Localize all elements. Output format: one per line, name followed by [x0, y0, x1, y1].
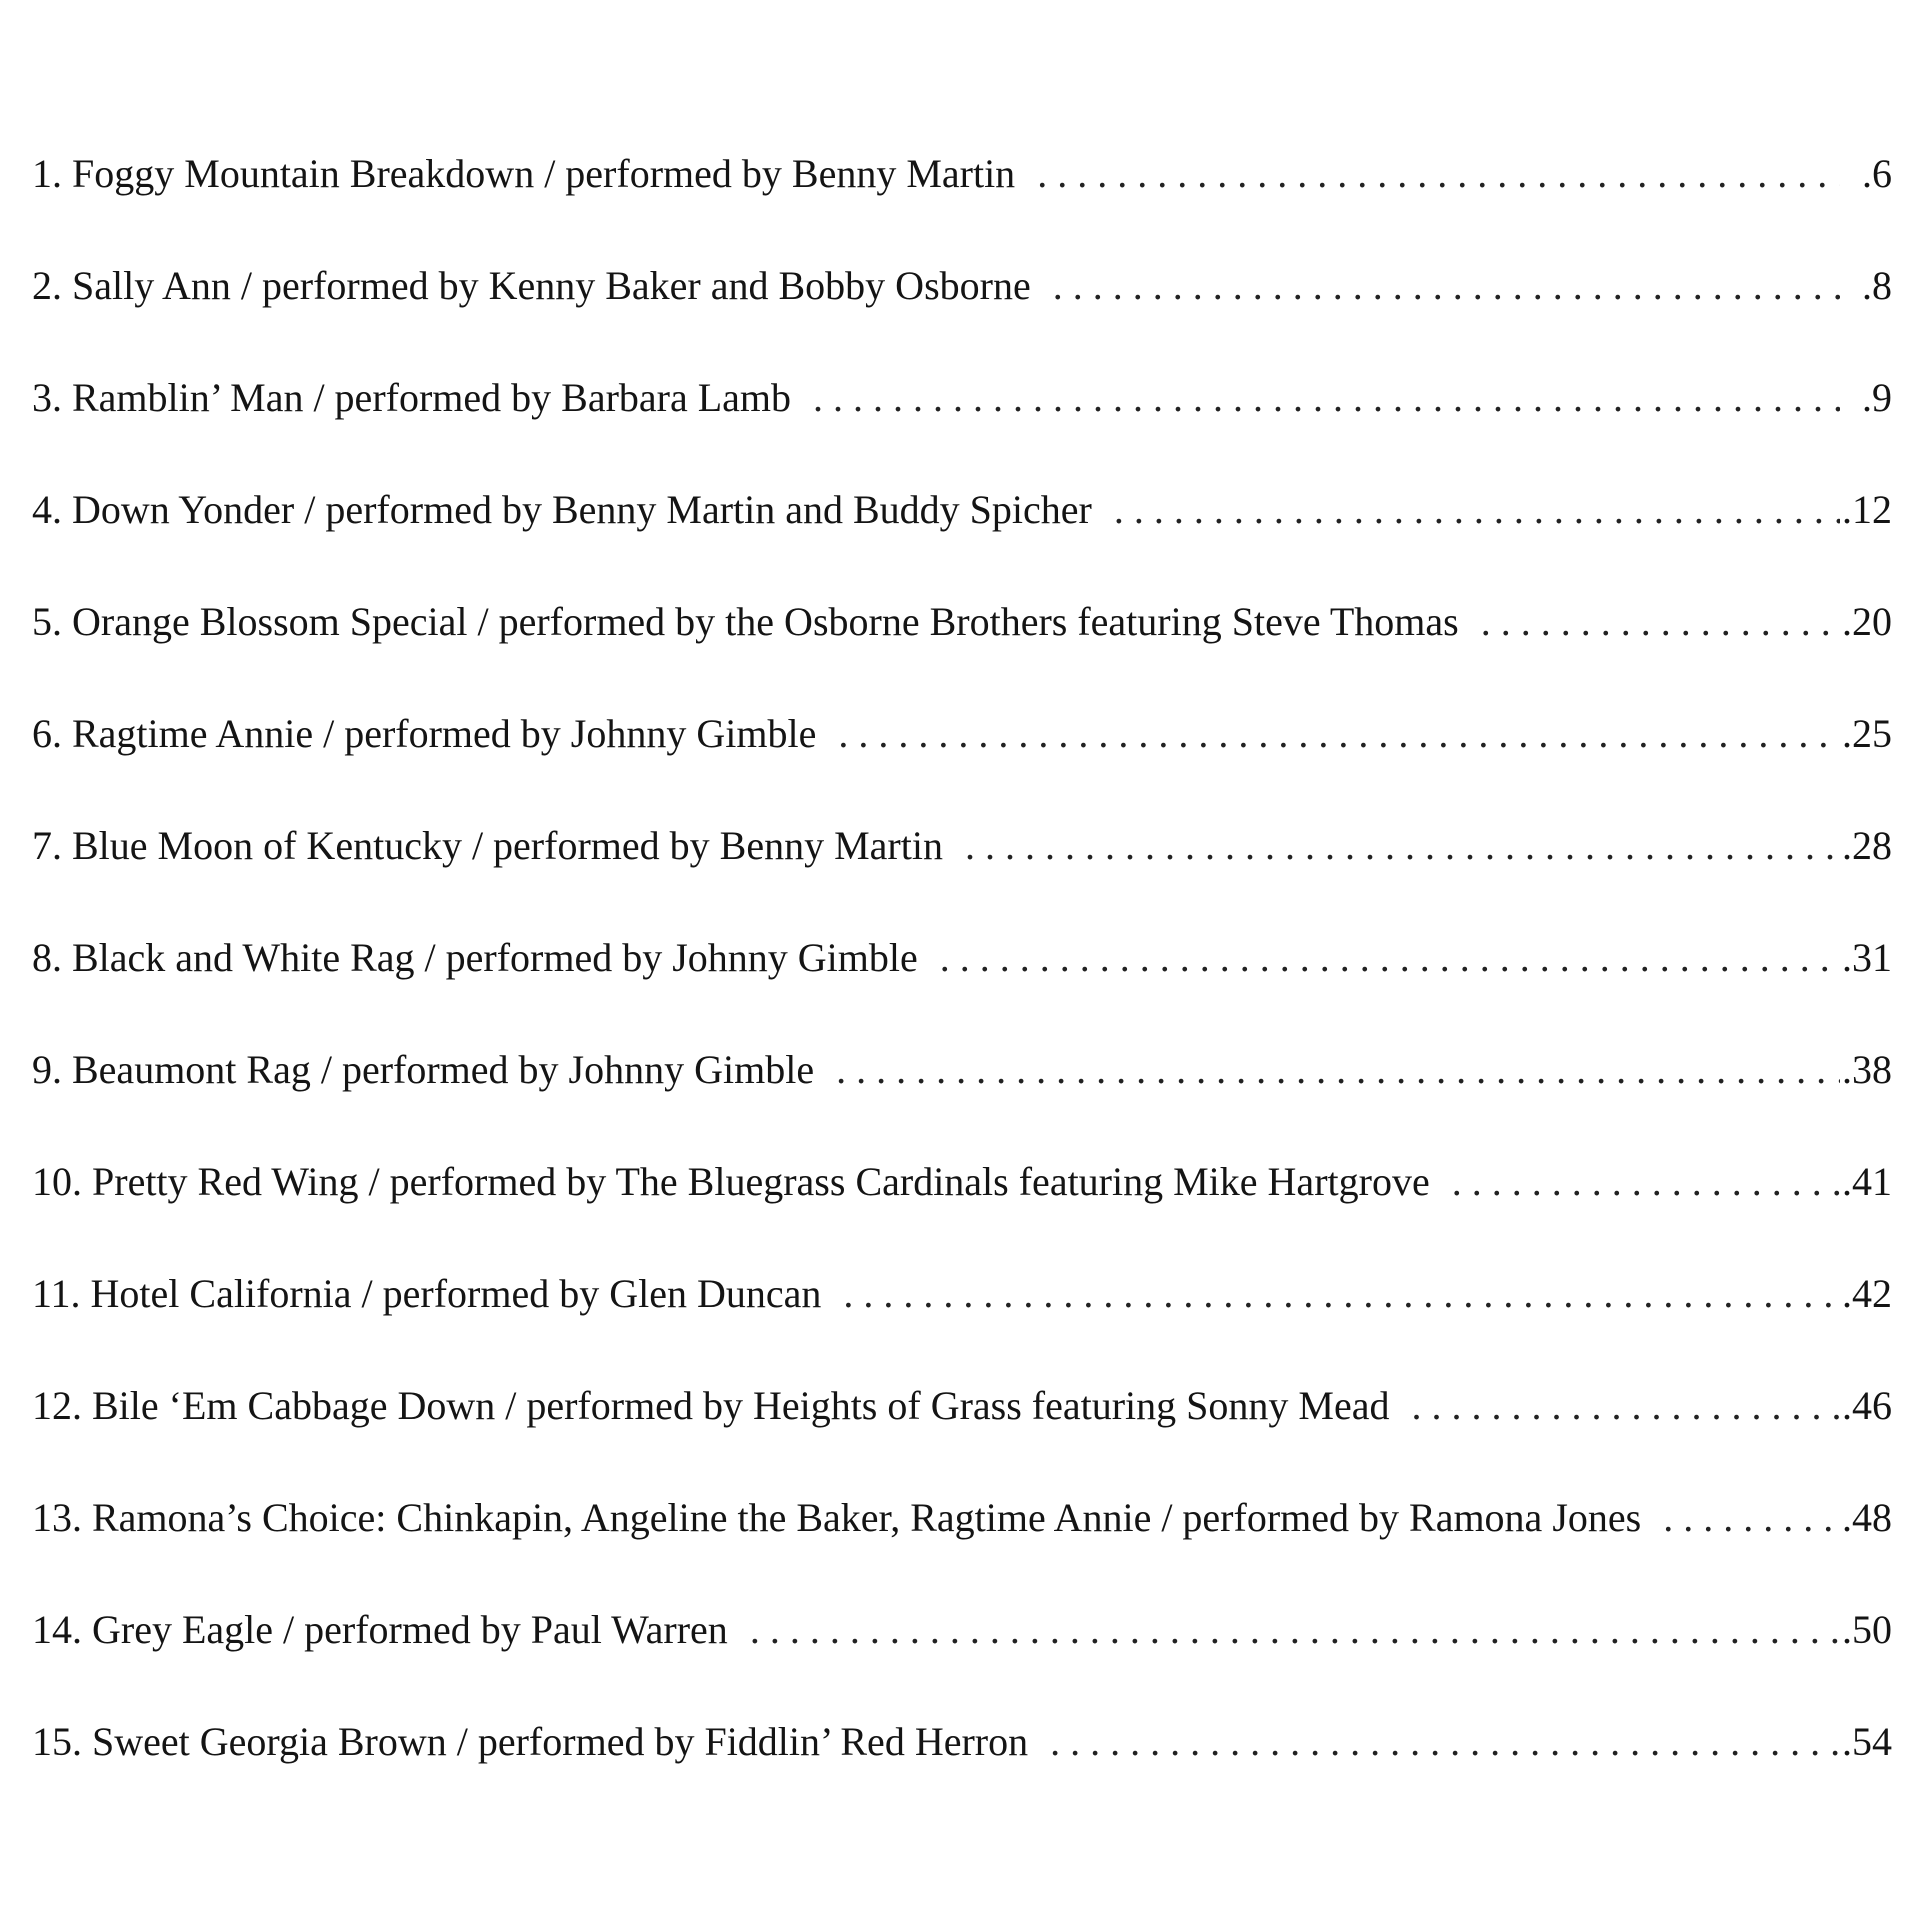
entry-page-number: .46: [1842, 1383, 1892, 1428]
entry-page-number: .6: [1862, 151, 1892, 196]
entry-title: 1. Foggy Mountain Breakdown / performed by Benny Martin: [32, 151, 1016, 196]
entry-page-number: .9: [1862, 375, 1892, 420]
toc-entry-4: [32, 482, 1892, 594]
dot-leader: [1411, 1378, 1840, 1434]
entry-page-number: .48: [1842, 1495, 1892, 1540]
dot-leader: [1053, 258, 1840, 314]
dot-leader: [838, 706, 1840, 762]
entry-title: 9. Beaumont Rag / performed by Johnny Gimble: [32, 1047, 815, 1092]
toc-entry-8: [32, 930, 1892, 1042]
dot-leader: [1663, 1490, 1840, 1546]
entry-title: 12. Bile ‘Em Cabbage Down / performed by Heights of Grass featuring Sonny Mead: [32, 1383, 1390, 1428]
entry-page-number: .20: [1842, 599, 1892, 644]
toc-entry-5: [32, 594, 1892, 706]
toc-entry-15: [32, 1714, 1892, 1826]
toc-entry-14: [32, 1602, 1892, 1714]
dot-leader: [1481, 594, 1840, 650]
dot-leader: [965, 818, 1840, 874]
toc-entry-2: [32, 258, 1892, 370]
entry-title: 11. Hotel California / performed by Glen Duncan: [32, 1271, 822, 1316]
entry-page-number: .42: [1842, 1271, 1892, 1316]
entry-title: 10. Pretty Red Wing / performed by The Bluegrass Cardinals featuring Mike Hartgrove: [32, 1159, 1430, 1204]
dot-leader: [1452, 1154, 1840, 1210]
toc-entry-3: [32, 370, 1892, 482]
dot-leader: [843, 1266, 1840, 1322]
entry-title: 15. Sweet Georgia Brown / performed by Fiddlin’ Red Herron: [32, 1719, 1029, 1764]
entry-title: 6. Ragtime Annie / performed by Johnny Gimble: [32, 711, 817, 756]
toc-entry-12: [32, 1378, 1892, 1490]
dot-leader: [1037, 146, 1840, 202]
entry-page-number: .8: [1862, 263, 1892, 308]
toc-entry-13: [32, 1490, 1892, 1602]
dot-leader: [813, 370, 1840, 426]
entry-page-number: .12: [1842, 487, 1892, 532]
entry-page-number: .28: [1842, 823, 1892, 868]
entry-page-number: .25: [1842, 711, 1892, 756]
entry-title: 14. Grey Eagle / performed by Paul Warren: [32, 1607, 728, 1652]
toc-entry-10: [32, 1154, 1892, 1266]
entry-page-number: .50: [1842, 1607, 1892, 1652]
entry-title: 5. Orange Blossom Special / performed by the Osborne Brothers featuring Steve Thomas: [32, 599, 1459, 644]
dot-leader: [836, 1042, 1840, 1098]
dot-leader: [1050, 1714, 1840, 1770]
entry-title: 8. Black and White Rag / performed by Johnny Gimble: [32, 935, 918, 980]
entry-title: 4. Down Yonder / performed by Benny Martin and Buddy Spicher: [32, 487, 1092, 532]
entry-page-number: .54: [1842, 1719, 1892, 1764]
entry-title: 2. Sally Ann / performed by Kenny Baker and Bobby Osborne: [32, 263, 1031, 308]
entry-title: 7. Blue Moon of Kentucky / performed by Benny Martin: [32, 823, 943, 868]
entry-page-number: .41: [1842, 1159, 1892, 1204]
dot-leader: [750, 1602, 1840, 1658]
entry-page-number: .38: [1842, 1047, 1892, 1092]
table-of-contents: [32, 146, 1892, 1826]
toc-entry-7: [32, 818, 1892, 930]
toc-entry-11: [32, 1266, 1892, 1378]
entry-title: 13. Ramona’s Choice: Chinkapin, Angeline the Baker, Ragtime Annie / performed by Ramona Jones: [32, 1495, 1642, 1540]
entry-title: 3. Ramblin’ Man / performed by Barbara Lamb: [32, 375, 792, 420]
dot-leader: [1114, 482, 1840, 538]
dot-leader: [940, 930, 1840, 986]
toc-entry-1: [32, 146, 1892, 258]
toc-entry-9: [32, 1042, 1892, 1154]
entry-page-number: .31: [1842, 935, 1892, 980]
toc-entry-6: [32, 706, 1892, 818]
